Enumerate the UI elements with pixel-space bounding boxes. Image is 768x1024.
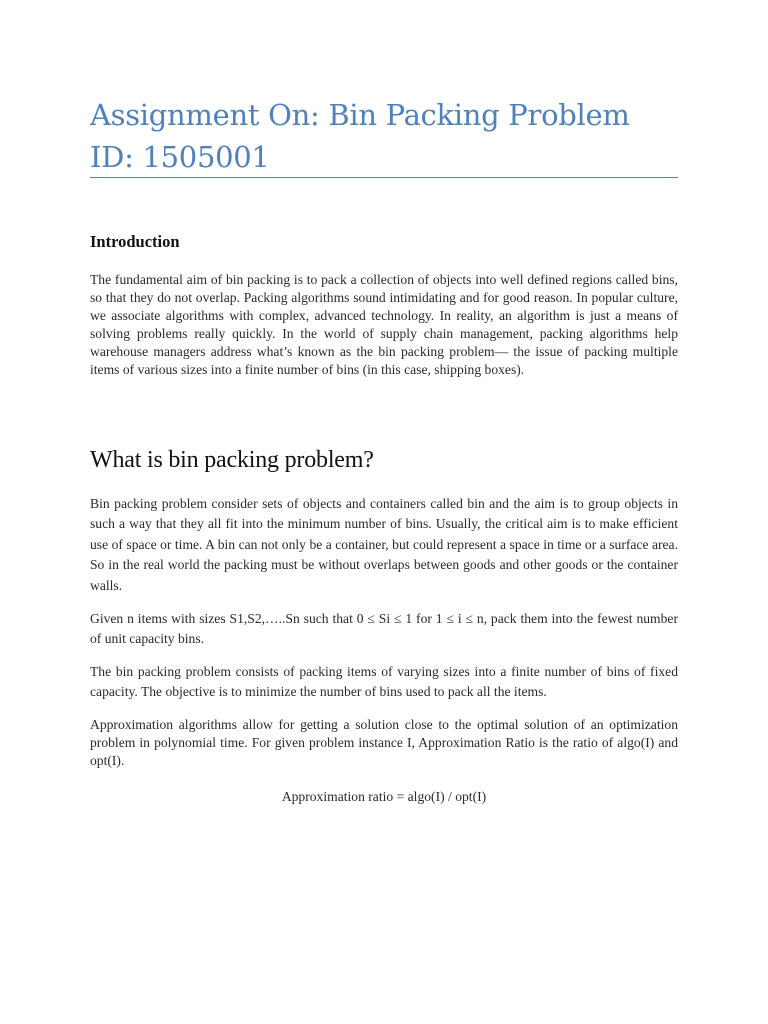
section-heading: What is bin packing problem? xyxy=(90,447,374,473)
approximation-ratio-formula: Approximation ratio = algo(I) / opt(I) xyxy=(281,789,487,804)
title-underline-rule xyxy=(90,177,678,178)
bin-packing-definition-paragraph: Bin packing problem consider sets of objects and containers called bin and the aim is to group objects in such a way that they all fit into the minimum number of bins. Usually, the critical aim is to make efficient use of space or time. A bin can not only be a container, but could represent a space in time or a surface area. So in the real world the packing must be without overlaps between goods and other goods or the container walls. xyxy=(90,496,678,593)
problem-statement-paragraph: Given n items with sizes S1,S2,…..Sn such that 0 ≤ Si ≤ 1 for 1 ≤ i ≤ n, pack them into the fewest number of unit capacity bins. xyxy=(90,611,678,647)
approximation-paragraph: Approximation algorithms allow for getting a solution close to the optimal solution of an optimization problem in polynomial time. For given problem instance I, Approximation Ratio is the ratio of algo(I) and opt(I). xyxy=(90,717,678,768)
objective-paragraph: The bin packing problem consists of packing items of varying sizes into a finite number of bins of fixed capacity. The objective is to minimize the number of bins used to pack all the items. xyxy=(90,664,678,700)
document-id: ID: 1505001 xyxy=(90,140,270,174)
introduction-paragraph: The fundamental aim of bin packing is to pack a collection of objects into well defined regions called bins, so that they do not overlap. Packing algorithms sound intimidating and for good reason. In popular culture, we associate algorithms with complex, advanced technology. In reality, an algorithm is just a means of solving problems really quickly. In the world of supply chain management, packing algorithms help warehouse managers address what’s known as the bin packing problem— the issue of packing multiple items of various sizes into a finite number of bins (in this case, shipping boxes). xyxy=(90,272,678,377)
introduction-heading: Introduction xyxy=(90,232,180,251)
title-block xyxy=(90,94,678,178)
document-title: Assignment On: Bin Packing Problem xyxy=(90,98,630,132)
